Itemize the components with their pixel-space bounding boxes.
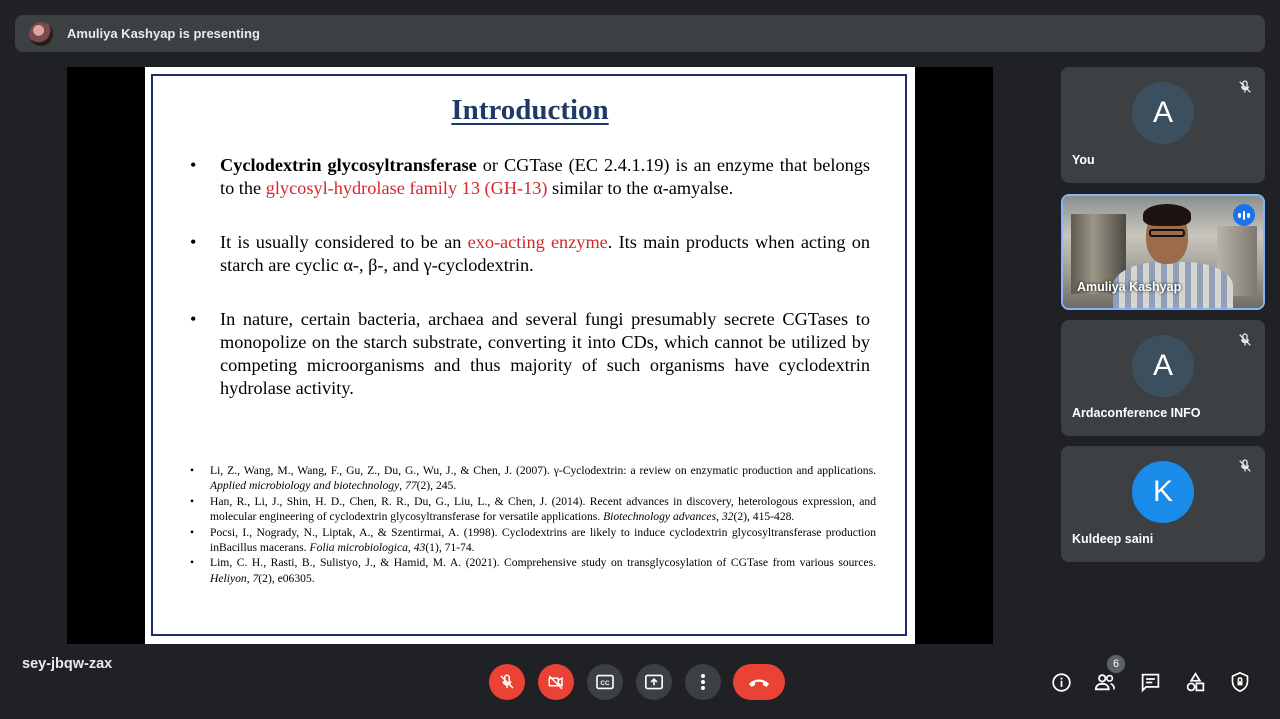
participant-tile[interactable] <box>1061 320 1265 436</box>
participant-avatar: A <box>1132 335 1194 397</box>
more-options-button[interactable] <box>685 664 721 700</box>
text-run: (1), 71-74. <box>425 541 475 555</box>
presenter-avatar-icon <box>29 22 53 46</box>
text-run: or CGTase (EC 2.4.1.19) is an enzyme that belongs to the <box>220 155 870 198</box>
text-run: Heliyon <box>210 571 247 585</box>
activities-button[interactable] <box>1184 671 1206 693</box>
people-count-badge: 6 <box>1107 655 1125 673</box>
text-run: Pocsi, I., Nogrady, N., Liptak, A., & Szentirmai, A. (1998). Cyclodextrins are likely to induce cyclodextrin glycosyltransferase production inBacillus macerans. <box>210 525 876 555</box>
slide-bullet <box>190 154 870 200</box>
participant-name: Kuldeep saini <box>1072 532 1154 546</box>
slide-bullet <box>190 308 870 400</box>
hang-up-button[interactable] <box>733 664 785 700</box>
text-run: , <box>407 541 414 555</box>
text-run: , <box>716 510 722 524</box>
people-button[interactable] <box>1094 671 1116 693</box>
reference-text <box>210 525 876 556</box>
mic-off-button[interactable] <box>489 664 525 700</box>
reference-text <box>210 463 876 494</box>
people-icon <box>1094 672 1116 692</box>
meeting-code: sey-jbqw-zax <box>22 656 113 672</box>
text-run: (2), e06305. <box>258 571 315 585</box>
text-run: glycosyl-hydrolase family 13 (GH-13) <box>265 178 548 198</box>
bullet-dot: • <box>190 155 197 175</box>
bullet-dot: • <box>190 232 197 252</box>
text-run: Lim, C. H., Rasti, B., Sulistyo, J., & Hamid, M. A. (2021). Comprehensive study on transglycosylation of CGTase from various sources. <box>210 556 876 570</box>
chat-button[interactable] <box>1139 671 1161 693</box>
text-run: It is usually considered to be an <box>220 232 468 252</box>
bullet-text <box>220 308 870 400</box>
chat-icon <box>1140 672 1161 693</box>
speaking-indicator-icon <box>1233 204 1255 226</box>
bullet-dot: • <box>190 494 195 508</box>
participant-tile[interactable] <box>1061 67 1265 183</box>
text-run: , <box>246 571 253 585</box>
reference-item <box>190 555 876 586</box>
captions-button[interactable] <box>587 664 623 700</box>
hang-up-icon <box>747 676 771 688</box>
text-run: . Its main products when acting on starch are cyclic α-, β-, and γ-cyclodextrin. <box>220 232 870 275</box>
reference-item <box>190 463 876 494</box>
participant-tile[interactable] <box>1061 446 1265 562</box>
bullet-text <box>220 154 870 200</box>
text-run: 32 <box>721 510 734 524</box>
presenting-label: Amuliya Kashyap is presenting <box>67 26 260 41</box>
activities-icon <box>1185 672 1206 693</box>
text-run: similar to the α-amyalse. <box>547 178 734 198</box>
mic-off-icon <box>1237 79 1253 95</box>
text-run: 77 <box>405 479 417 493</box>
present-screen-icon <box>644 673 664 691</box>
participant-name: You <box>1072 153 1095 167</box>
mic-off-icon <box>1237 458 1253 474</box>
reference-text <box>210 555 876 586</box>
text-run: Applied microbiology and biotechnology <box>210 479 400 493</box>
svg-text:CC: CC <box>600 680 610 688</box>
host-controls-icon <box>1230 671 1250 693</box>
slide-bullets <box>190 154 870 400</box>
captions-icon <box>595 674 615 690</box>
bottom-bar <box>0 643 1280 719</box>
bullet-dot: • <box>190 309 197 329</box>
bullet-text <box>220 231 870 277</box>
text-run: (2), 415-428. <box>733 510 795 524</box>
participant-name: Amuliya Kashyap <box>1077 280 1182 294</box>
host-controls-button[interactable] <box>1229 671 1251 693</box>
bullet-dot: • <box>190 464 195 477</box>
info-button[interactable] <box>1050 671 1072 693</box>
text-run: Han, R., Li, J., Shin, H. D., Chen, R. R., Du, G., Liu, L., & Chen, J. (2014). Recent advances in discovery, heterologous expression, and molecular engineering of cyclodextrin glycosyltransferase for versatile applications. <box>210 494 876 524</box>
participant-tile[interactable] <box>1061 194 1265 310</box>
slide-title: Introduction <box>451 94 609 126</box>
reference-item <box>190 525 876 556</box>
slide-references <box>190 463 876 586</box>
camera-off-button[interactable] <box>538 664 574 700</box>
participant-name: Ardaconference INFO <box>1072 406 1201 420</box>
text-run: In nature, certain bacteria, archaea and several fungi presumably secrete CGTases to monopolize on the starch substrate, converting it into CDs, which cannot be utilized by competing microorganisms and thus majority of such organisms have cyclodextrin hydrolase activity. <box>220 309 870 398</box>
reference-item <box>190 494 876 525</box>
text-run: Folia microbiologica <box>309 541 408 555</box>
slide <box>145 67 915 644</box>
bullet-dot: • <box>190 556 195 570</box>
bullet-dot: • <box>190 525 195 539</box>
participant-avatar: A <box>1132 82 1194 144</box>
text-run: 7 <box>252 571 259 585</box>
mic-off-icon <box>1237 332 1253 348</box>
presenting-bar <box>15 15 1265 52</box>
participant-avatar: K <box>1132 461 1194 523</box>
text-run: exo-acting enzyme <box>467 232 608 252</box>
mic-off-icon <box>498 673 516 691</box>
present-screen-button[interactable] <box>636 664 672 700</box>
text-run: 43 <box>413 541 426 555</box>
text-run: Li, Z., Wang, M., Wang, F., Gu, Z., Du, G., Wu, J., & Chen, J. (2007). γ-Cyclodextrin: a review on enzymatic production and applications. <box>210 464 876 477</box>
text-run: Biotechnology advances <box>603 510 717 524</box>
camera-off-icon <box>546 673 566 691</box>
more-options-icon <box>700 673 706 691</box>
text-run: Cyclodextrin glycosyltransferase <box>220 155 477 175</box>
text-run: (2), 245. <box>416 479 457 493</box>
info-icon <box>1051 672 1072 693</box>
reference-text <box>210 494 876 525</box>
slide-bullet <box>190 231 870 277</box>
presentation-stage <box>67 67 993 644</box>
text-run: , <box>399 479 406 493</box>
